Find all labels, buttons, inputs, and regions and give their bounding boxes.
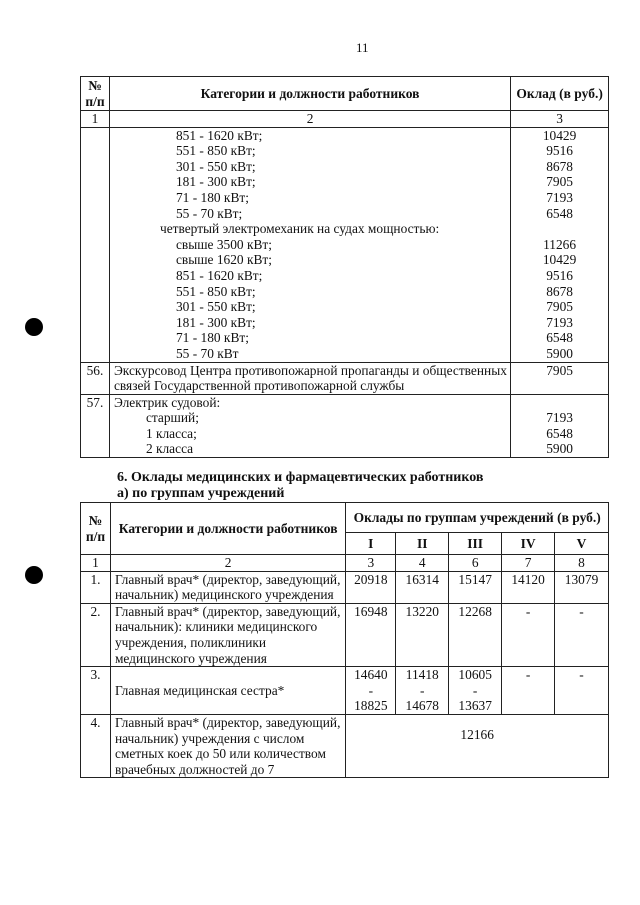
table-row (81, 714, 609, 777)
power-range: 55 - 70 кВт; (175, 205, 243, 221)
header-num: № п/п (81, 77, 110, 111)
power-range: 301 - 550 кВт; (175, 158, 256, 174)
spacer (511, 395, 608, 411)
table-row (81, 394, 609, 457)
class-label: старший; (145, 410, 199, 426)
salary-table-continued (80, 76, 609, 458)
power-range: 301 - 550 кВт; (175, 299, 256, 315)
row-label: Экскурсовод Центра противопожарной пропаганды и общественных связей Государственной противопожарной службы (109, 362, 510, 394)
row-num: 3. (81, 667, 111, 715)
col-number: 8 (555, 555, 609, 572)
spacer (511, 221, 608, 237)
power-range: 71 - 180 кВт; (175, 330, 249, 346)
table-header-row (81, 77, 609, 111)
column-number-row (81, 111, 609, 128)
salary-value: - (555, 603, 609, 666)
salary-value: 10429 (542, 252, 577, 268)
power-range: свыше 1620 кВт; (175, 252, 272, 268)
table-row (81, 362, 609, 394)
header-groups: Оклады по группам учреждений (в руб.) (346, 503, 609, 533)
group-label: II (396, 533, 449, 555)
power-range: 551 - 850 кВт; (175, 143, 256, 159)
row-num: 2. (81, 603, 111, 666)
range-from: 10605 (458, 667, 492, 683)
range-dash: - (368, 682, 374, 698)
power-range: свыше 3500 кВт; (175, 236, 272, 252)
class-label: 2 класса (145, 441, 194, 457)
salary-value: - (502, 667, 555, 715)
col-number: 1 (81, 111, 110, 128)
row-label (109, 127, 510, 362)
table-row (81, 603, 609, 666)
salary-range (449, 667, 502, 715)
salary-value: 7193 (546, 189, 573, 205)
salary-value: 13220 (396, 603, 449, 666)
power-range: 71 - 180 кВт; (175, 189, 249, 205)
page-number: 11 (356, 40, 369, 55)
power-range: 851 - 1620 кВт; (175, 267, 263, 283)
range-dash: - (472, 682, 478, 698)
header-category: Категории и должности работников (109, 77, 510, 111)
row-num (81, 127, 110, 362)
row-label: Главный врач* (директор, заведующий, начальник) учреждения с числом сметных коек до 50 или количеством врачебных должностей до 7 (110, 714, 345, 777)
table-row (81, 571, 609, 603)
row-num: 1. (81, 571, 111, 603)
salary-value: 6548 (546, 330, 573, 346)
salary-value: 7193 (546, 410, 573, 426)
merged-salary-value: 12166 (346, 714, 609, 777)
table-header-row (81, 503, 609, 533)
column-number-row (81, 555, 609, 572)
col-number: 3 (511, 111, 609, 128)
range-to: 18825 (354, 698, 388, 714)
salary-value: 6548 (546, 425, 573, 441)
row-num: 56. (81, 362, 110, 394)
row-values (511, 127, 609, 362)
range-to: 14678 (405, 698, 439, 714)
salary-value: 12268 (449, 603, 502, 666)
class-label: 1 класса; (145, 425, 197, 441)
power-range: 551 - 850 кВт; (175, 283, 256, 299)
col-number: 4 (396, 555, 449, 572)
salary-value: - (555, 667, 609, 715)
group-label: IV (502, 533, 555, 555)
range-to: 13637 (458, 698, 492, 714)
fourth-electromechanic-title: четвертый электромеханик на судах мощностью: (159, 221, 440, 237)
salary-value: 8678 (546, 283, 573, 299)
col-number: 1 (81, 555, 111, 572)
salary-value: 15147 (449, 571, 502, 603)
col-number: 7 (502, 555, 555, 572)
salary-value: 5900 (546, 441, 573, 457)
header-num: № п/п (81, 503, 111, 555)
salary-value: 9516 (546, 143, 573, 159)
salary-value: 14120 (502, 571, 555, 603)
salary-range (396, 667, 449, 715)
salary-value: 8678 (546, 158, 573, 174)
salary-value: 6548 (546, 205, 573, 221)
punch-hole (25, 566, 43, 584)
salary-value: 7905 (546, 299, 573, 315)
table-row (81, 127, 609, 362)
medical-salary-table (80, 502, 609, 778)
salary-range (346, 667, 396, 715)
salary-value: 20918 (346, 571, 396, 603)
row-num: 57. (81, 394, 110, 457)
col-number: 6 (449, 555, 502, 572)
group-label: I (346, 533, 396, 555)
section-title: 6. Оклады медицинских и фармацевтических работников (117, 470, 484, 485)
power-range: 181 - 300 кВт; (175, 314, 256, 330)
row-values (511, 394, 609, 457)
col-number: 3 (346, 555, 396, 572)
salary-value: 7193 (546, 314, 573, 330)
power-range: 181 - 300 кВт; (175, 174, 256, 190)
header-salary: Оклад (в руб.) (511, 77, 609, 111)
salary-value: 16314 (396, 571, 449, 603)
salary-value: 9516 (546, 267, 573, 283)
section-subtitle: а) по группам учреждений (117, 486, 285, 501)
electrician-title: Электрик судовой: (113, 394, 221, 410)
salary-value: 16948 (346, 603, 396, 666)
punch-hole (25, 318, 43, 336)
row-label: Главная медицинская сестра* (110, 667, 345, 715)
range-dash: - (420, 682, 425, 698)
salary-value: 11266 (543, 236, 577, 252)
salary-value: 13079 (555, 571, 609, 603)
salary-value: - (502, 603, 555, 666)
row-label: Главный врач* (директор, заведующий, начальник): клиники медицинского учреждения, поликлиники медицинского учреждения (110, 603, 345, 666)
row-num: 4. (81, 714, 111, 777)
salary-value: 10429 (542, 127, 577, 143)
range-from: 11418 (405, 667, 439, 683)
table-row (81, 667, 609, 715)
header-category: Категории и должности работников (110, 503, 345, 555)
col-number: 2 (109, 111, 510, 128)
group-label: III (449, 533, 502, 555)
row-label (109, 394, 510, 457)
salary-value: 7905 (546, 174, 573, 190)
power-range: 55 - 70 кВт (175, 345, 239, 361)
group-label: V (555, 533, 609, 555)
section-heading (117, 470, 483, 502)
power-range: 851 - 1620 кВт; (175, 127, 263, 143)
salary-value: 7905 (511, 362, 609, 394)
range-from: 14640 (354, 667, 388, 683)
row-label: Главный врач* (директор, заведующий, начальник) медицинского учреждения (110, 571, 345, 603)
col-number: 2 (110, 555, 345, 572)
salary-value: 5900 (546, 345, 573, 361)
